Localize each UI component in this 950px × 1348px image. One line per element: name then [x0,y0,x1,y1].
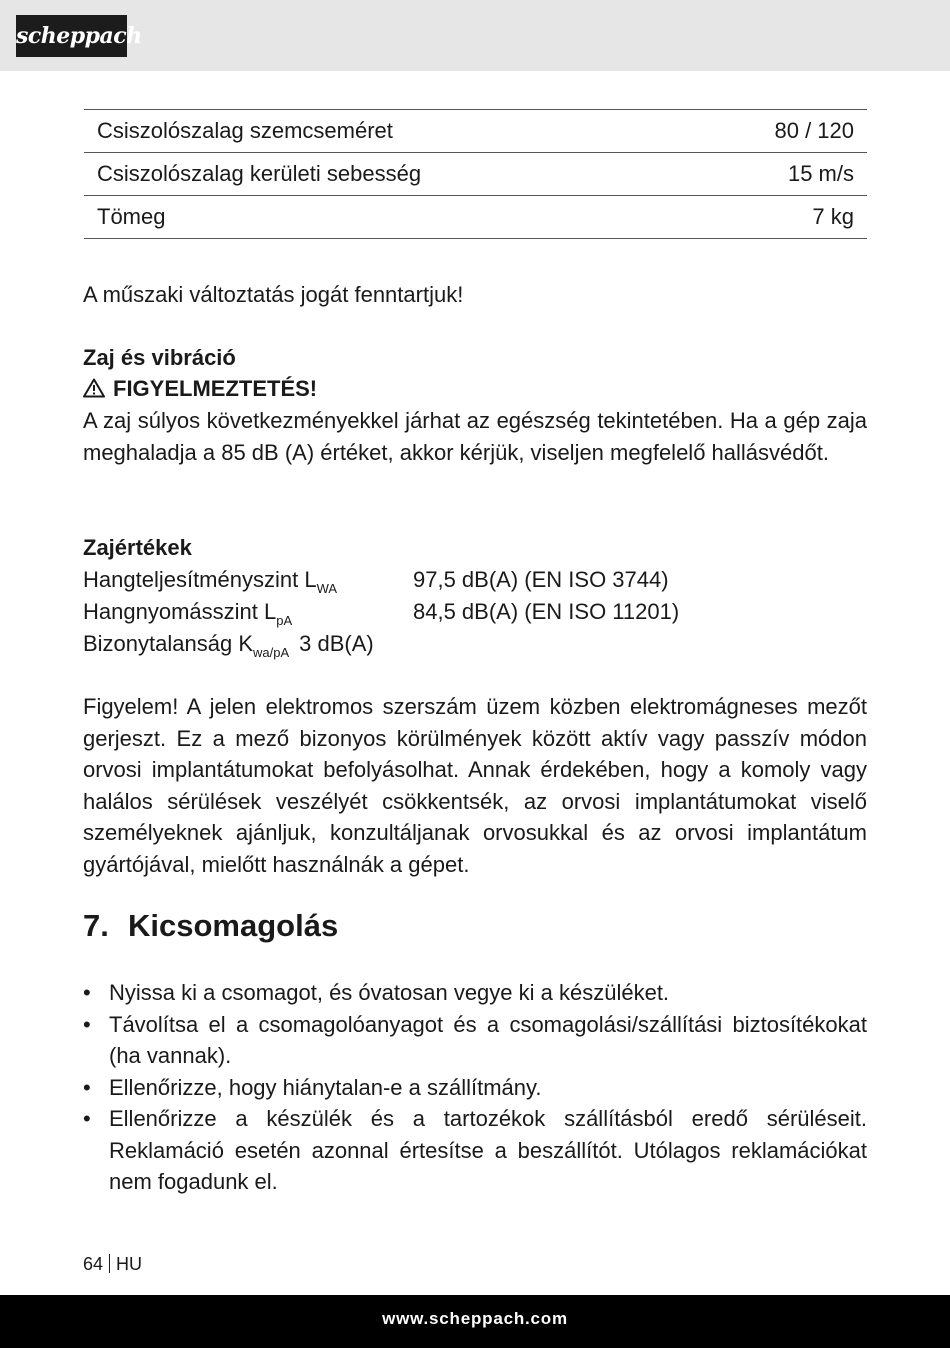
page-number [83,1252,142,1276]
noise-value-label-text: Bizonytalanság K [83,631,253,656]
page-footer [0,1295,950,1348]
noise-value-label [83,596,292,628]
noise-value: 3 dB(A) [299,631,374,656]
bullet-icon: • [83,1011,91,1037]
page-number-value: 64 [83,1254,104,1274]
warning-line [83,373,867,405]
noise-value-label-text: Hangnyomásszint L [83,599,277,624]
list-item [83,1103,867,1198]
spec-label: Csiszolószalag kerületi sebesség [84,153,686,196]
spec-value: 15 m/s [686,153,867,196]
website-link[interactable]: www.scheppach.com [382,1309,568,1328]
noise-value-label-text: Hangteljesítményszint L [83,567,317,592]
change-note: A műszaki változtatás jogát fenntartjuk! [83,282,464,307]
section-number: 7. [83,908,109,943]
spec-value: 80 / 120 [686,110,867,153]
table-row [84,153,867,196]
brand-logo: scheppach [16,15,127,57]
list-item-text: Ellenőrizze a készülék és a tartozékok szállításból eredő sérüléseit. Reklamáció esetén azonnal értesítse a beszállítót. Utólagos reklamációkat nem fogadunk el. [109,1106,867,1194]
spec-table [84,109,867,239]
bullet-icon: • [83,980,91,1005]
noise-values-heading: Zajértékek [83,535,192,560]
spec-label: Csiszolószalag szemcseméret [84,110,686,153]
page-language: HU [116,1254,143,1274]
spec-value: 7 kg [686,196,867,239]
unpacking-list [83,977,867,1198]
separator [109,1254,110,1273]
noise-value: 84,5 dB(A) (EN ISO 11201) [413,599,680,624]
list-item [83,977,867,1009]
warning-label: FIGYELMEZTETÉS! [113,376,318,401]
list-item [83,1072,867,1104]
bullet-icon: • [83,1106,91,1131]
section-heading [83,905,338,947]
section-title: Kicsomagolás [128,908,339,943]
page-header [0,0,950,71]
warning-triangle-icon [83,378,105,398]
noise-value-subscript: wa/pA [253,645,290,660]
warning-text: A zaj súlyos következményekkel járhat az egészség tekintetében. Ha a gép zaja meghaladja a 85 dB (A) értéket, akkor kérjük, viseljen megfelelő hallásvédőt. [83,408,867,465]
noise-value-row [83,628,374,660]
list-item-text: Ellenőrizze, hogy hiánytalan-e a szállítmány. [109,1074,542,1100]
attention-paragraph: Figyelem! A jelen elektromos szerszám üzem közben elektromágneses mezőt gerjeszt. Ez a mező bizonyos körülmények között aktív vagy passzív módon orvosi implantátumokat befolyásolhat. Annak érdekében, hogy a komoly vagy halálos sérülések veszélyét csökkentsék, az orvosi implantátumokat viselő személyeknek ajánljuk, konzultáljanak orvosukkal és az orvosi implantátum gyártójával, mielőtt használnák a gépet. [83,694,867,877]
noise-value: 97,5 dB(A) (EN ISO 3744) [413,567,669,592]
bullet-icon: • [83,1074,91,1100]
spec-label: Tömeg [84,196,686,239]
list-item [83,1009,867,1072]
table-row [84,196,867,239]
noise-heading: Zaj és vibráció [83,345,236,370]
noise-value-label [83,564,337,596]
noise-value-subscript: pA [276,613,293,628]
list-item-text: Távolítsa el a csomagolóanyagot és a csomagolási/szállítási biztosítékokat (ha vannak). [109,1011,867,1068]
noise-value-subscript: WA [316,581,338,596]
table-row [84,110,867,153]
list-item-text: Nyissa ki a csomagot, és óvatosan vegye ki a készüléket. [109,980,670,1005]
